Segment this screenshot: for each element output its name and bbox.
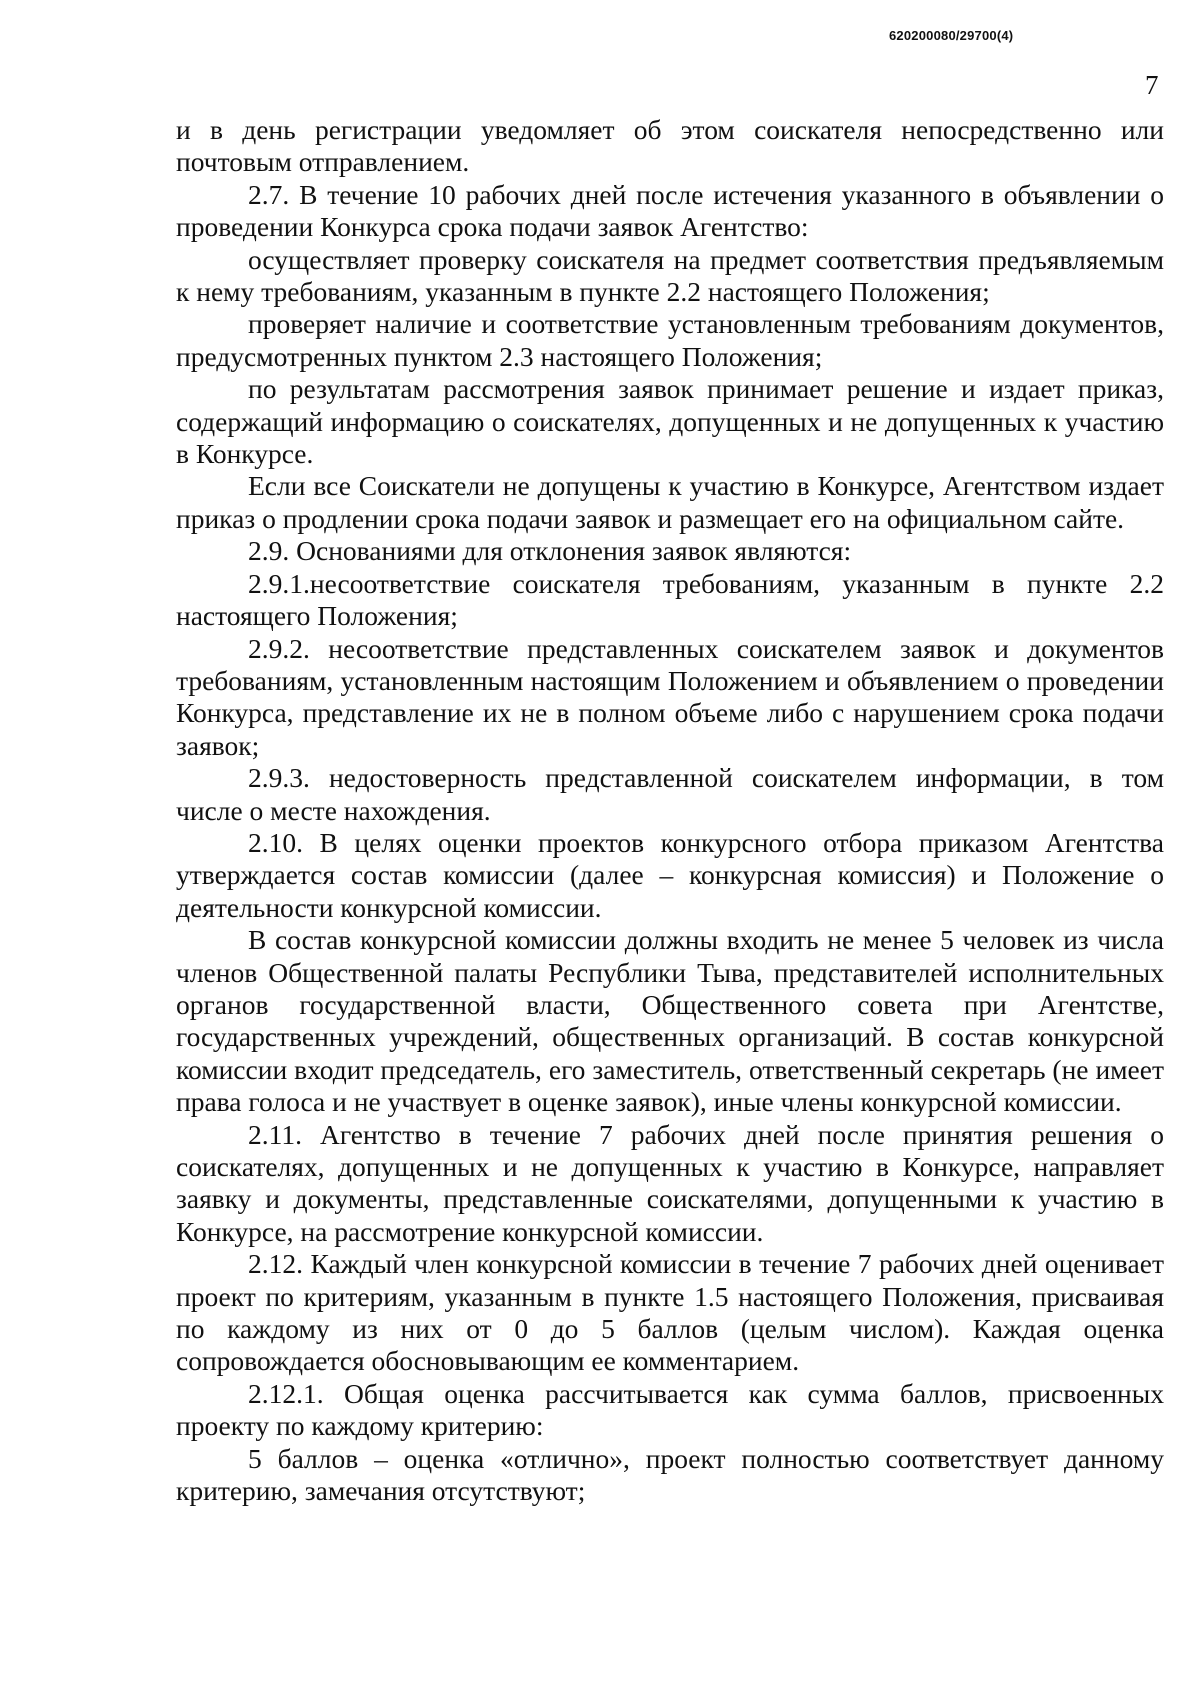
document-id: 620200080/29700(4)	[889, 28, 1014, 43]
paragraph-2-9-1: 2.9.1.несоответствие соискателя требованиям, указанным в пункте 2.2 настоящего Положения;	[176, 567, 1164, 632]
paragraph-notification: и в день регистрации уведомляет об этом соискателя непосредственно или почтовым отправлением.	[176, 114, 1164, 178]
page-number: 7	[1145, 70, 1159, 100]
paragraph-2-7: 2.7. В течение 10 рабочих дней после истечения указанного в объявлении о проведении Конкурса срока подачи заявок Агентство:	[176, 178, 1164, 243]
paragraph-2-12: 2.12. Каждый член конкурсной комиссии в течение 7 рабочих дней оценивает проект по критериям, указанным в пункте 1.5 настоящего Положения, присваивая по каждому из них от 0 до 5 баллов (целым числом). Каждая оценка сопровождается обосновывающим ее комментарием.	[176, 1248, 1164, 1377]
document-body	[176, 114, 1164, 1507]
paragraph-score-5: 5 баллов – оценка «отлично», проект полностью соответствует данному критерию, замечания отсутствуют;	[176, 1442, 1164, 1507]
paragraph-2-9: 2.9. Основаниями для отклонения заявок являются:	[248, 535, 852, 567]
paragraph-commission-composition: В состав конкурсной комиссии должны входить не менее 5 человек из числа членов Общественной палаты Республики Тыва, представителей исполнительных органов государственной власти, Общественного совета при Агентстве, государственных учреждений, общественных организаций. В состав конкурсной комиссии входит председатель, его заместитель, ответственный секретарь (не имеет права голоса и не участвует в оценке заявок), иные члены конкурсной комиссии.	[176, 924, 1164, 1118]
paragraph-2-9-3: 2.9.3. недостоверность представленной соискателем информации, в том числе о месте нахождения.	[176, 762, 1164, 826]
paragraph-2-12-1: 2.12.1. Общая оценка рассчитывается как сумма баллов, присвоенных проекту по каждому критерию:	[176, 1377, 1164, 1442]
paragraph-extension: Если все Соискатели не допущены к участию в Конкурсе, Агентством издает приказ о продлении срока подачи заявок и размещает его на официальном сайте.	[176, 470, 1164, 534]
paragraph-2-9-2: 2.9.2. несоответствие представленных соискателем заявок и документов требованиям, установленным настоящим Положением и объявлением о проведении Конкурса, представление их не в полном объеме либо с нарушением срока подачи заявок;	[176, 632, 1164, 761]
paragraph-2-11: 2.11. Агентство в течение 7 рабочих дней после принятия решения о соискателях, допущенных и не допущенных к участию в Конкурсе, направляет заявку и документы, представленные соискателями, допущенными к участию в Конкурсе, на рассмотрение конкурсной комиссии.	[176, 1118, 1164, 1247]
paragraph-check-documents: проверяет наличие и соответствие установленным требованиям документов, предусмотренных пунктом 2.3 настоящего Положения;	[176, 308, 1164, 372]
paragraph-check-applicant: осуществляет проверку соискателя на предмет соответствия предъявляемым к нему требованиям, указанным в пункте 2.2 настоящего Положения;	[176, 243, 1164, 308]
paragraph-2-10: 2.10. В целях оценки проектов конкурсного отбора приказом Агентства утверждается состав комиссии (далее – конкурсная комиссия) и Положение о деятельности конкурсной комиссии.	[176, 826, 1164, 923]
paragraph-decision-order: по результатам рассмотрения заявок принимает решение и издает приказ, содержащий информацию о соискателях, допущенных и не допущенных к участию в Конкурсе.	[176, 373, 1164, 470]
